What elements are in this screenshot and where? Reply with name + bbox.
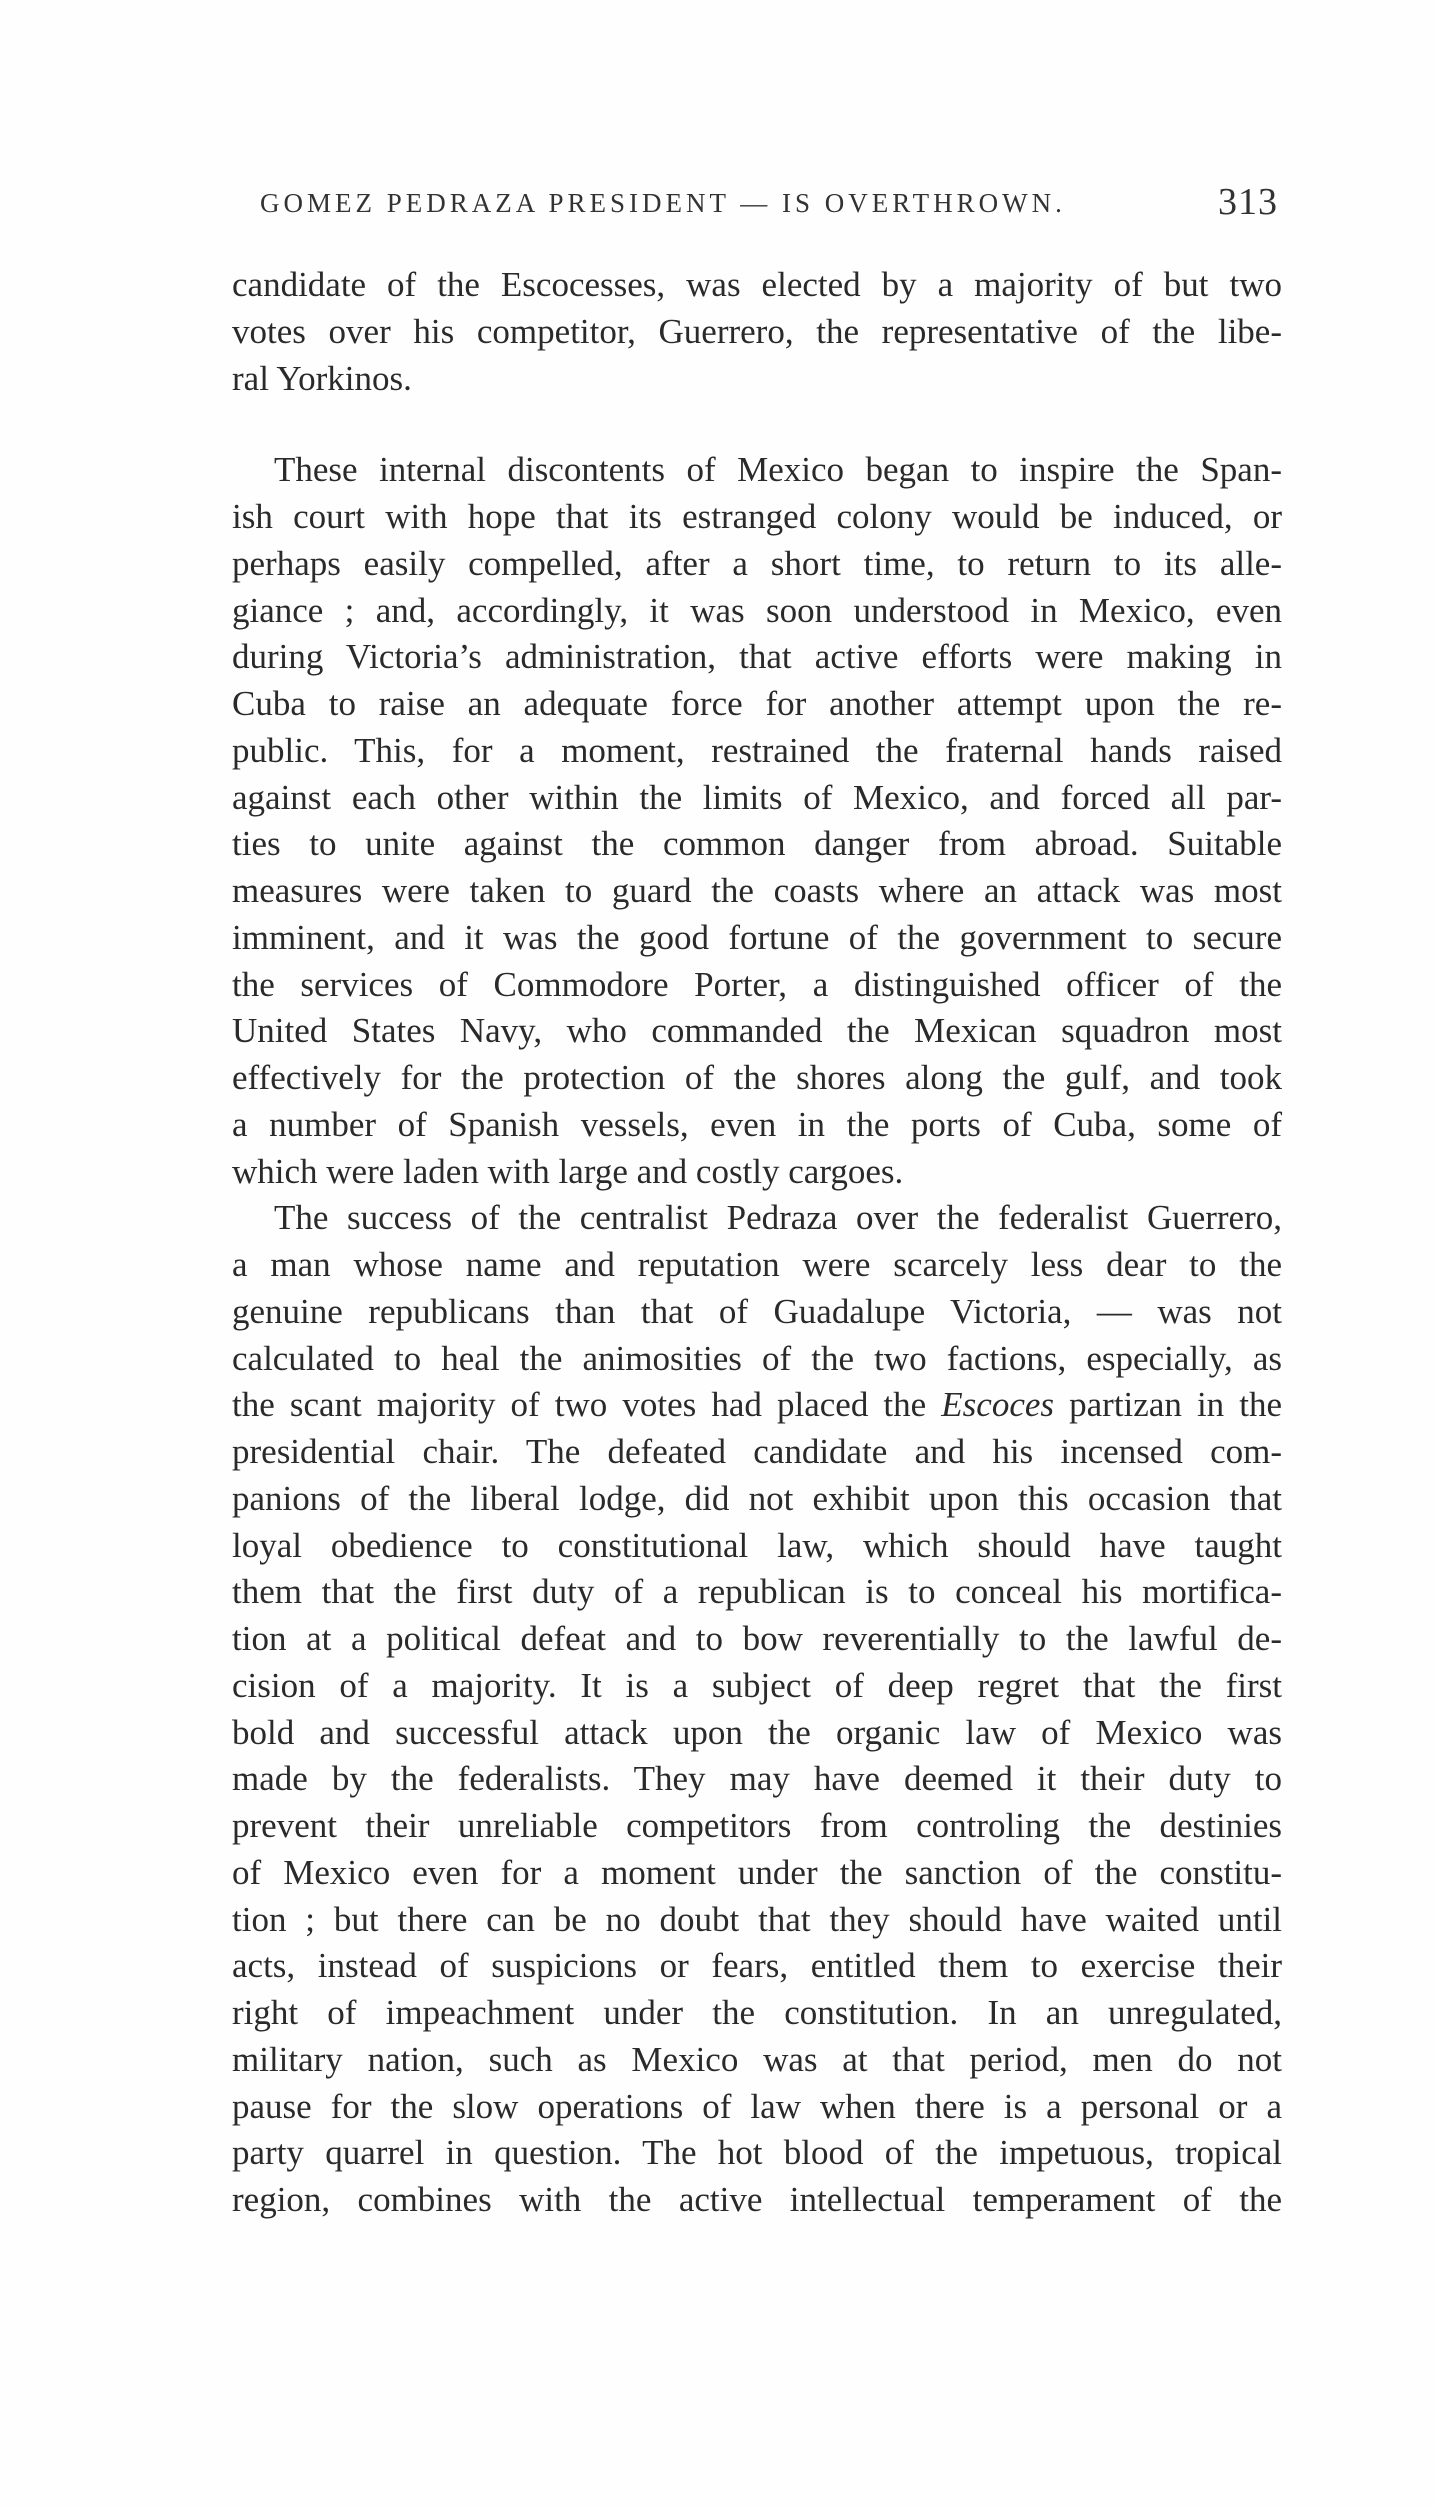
text-line: prevent their unreliable competitors from controling the destinies bbox=[232, 1806, 1282, 1845]
running-title: GOMEZ PEDRAZA PRESIDENT — IS OVERTHROWN. bbox=[260, 188, 1066, 218]
running-head bbox=[230, 178, 1280, 228]
text-line: ish court with hope that its estranged colony would be induced, or bbox=[232, 497, 1282, 536]
paragraph-1 bbox=[232, 262, 1282, 402]
text-line: imminent, and it was the good fortune of the government to secure bbox=[232, 917, 1282, 957]
text-fragment: the scant majority of two votes had placed the bbox=[232, 1385, 927, 1425]
text-line: These internal discontents of Mexico began to inspire the Span- bbox=[274, 450, 1282, 490]
text-line: a number of Spanish vessels, even in the ports of Cuba, some of bbox=[232, 1104, 1282, 1144]
text-line: right of impeachment under the constitution. In an unregulated, bbox=[232, 1993, 1282, 2032]
text-line: votes over his competitor, Guerrero, the representative of the libe- bbox=[232, 311, 1282, 351]
text-line: ties to unite against the common danger from abroad. Suitable bbox=[232, 824, 1282, 864]
text-line: made by the federalists. They may have deemed it their duty to bbox=[232, 1759, 1282, 1799]
text-line: against each other within the limits of Mexico, and forced all par- bbox=[232, 777, 1282, 817]
text-line: candidate of the Escocesses, was elected by a majority of but two bbox=[232, 265, 1282, 304]
italic-term: Escoces bbox=[941, 1385, 1055, 1425]
text-line: bold and successful attack upon the organic law of Mexico was bbox=[232, 1712, 1282, 1752]
text-line: tion ; but there can be no doubt that they should have waited until bbox=[232, 1899, 1282, 1939]
text-line: cision of a majority. It is a subject of deep regret that the first bbox=[232, 1665, 1282, 1705]
text-line: genuine republicans than that of Guadalupe Victoria, — was not bbox=[232, 1291, 1282, 1331]
text-line: party quarrel in question. The hot blood of the impetuous, tropical bbox=[232, 2133, 1282, 2173]
text-line: effectively for the protection of the shores along the gulf, and took bbox=[232, 1058, 1282, 1097]
text-line: United States Navy, who commanded the Mexican squadron most bbox=[232, 1011, 1282, 1051]
text-line: which were laden with large and costly cargoes. bbox=[232, 1151, 904, 1191]
text-line: acts, instead of suspicions or fears, entitled them to exercise their bbox=[232, 1946, 1282, 1986]
paragraph-3 bbox=[232, 1195, 1282, 2224]
text-line: region, combines with the active intellectual temperament of the bbox=[232, 2180, 1282, 2219]
text-line: loyal obedience to constitutional law, which should have taught bbox=[232, 1525, 1282, 1565]
text-line: during Victoria’s administration, that active efforts were making in bbox=[232, 637, 1282, 677]
text-line: tion at a political defeat and to bow reverentially to the lawful de- bbox=[232, 1619, 1282, 1658]
paragraph-2 bbox=[232, 447, 1282, 1195]
text-line: presidential chair. The defeated candidate and his incensed com- bbox=[232, 1432, 1282, 1471]
paragraph-gap bbox=[232, 402, 1282, 447]
text-line: perhaps easily compelled, after a short time, to return to its alle- bbox=[232, 543, 1282, 583]
text-line: giance ; and, accordingly, it was soon understood in Mexico, even bbox=[232, 590, 1282, 630]
text-line: public. This, for a moment, restrained the fraternal hands raised bbox=[232, 730, 1282, 770]
text-line: a man whose name and reputation were scarcely less dear to the bbox=[232, 1245, 1282, 1284]
text-line: pause for the slow operations of law when there is a personal or a bbox=[232, 2086, 1282, 2126]
text-line: measures were taken to guard the coasts where an attack was most bbox=[232, 871, 1282, 910]
text-line: of Mexico even for a moment under the sanction of the constitu- bbox=[232, 1852, 1282, 1892]
text-line: Cuba to raise an adequate force for another attempt upon the re- bbox=[232, 684, 1282, 723]
text-line: calculated to heal the animosities of the two factions, especially, as bbox=[232, 1338, 1282, 1378]
text-fragment: partizan in the bbox=[1069, 1385, 1283, 1425]
text-line-with-italic bbox=[232, 1382, 1282, 1429]
text-line: panions of the liberal lodge, did not exhibit upon this occasion that bbox=[232, 1478, 1282, 1518]
text-line: The success of the centralist Pedraza over the federalist Guerrero, bbox=[274, 1198, 1282, 1238]
body-text bbox=[232, 262, 1282, 2224]
text-line: ral Yorkinos. bbox=[232, 358, 412, 398]
page-number: 313 bbox=[1218, 181, 1278, 223]
text-line: the services of Commodore Porter, a distinguished officer of the bbox=[232, 964, 1282, 1004]
text-line: them that the first duty of a republican is to conceal his mortifica- bbox=[232, 1572, 1282, 1612]
text-line: military nation, such as Mexico was at that period, men do not bbox=[232, 2039, 1282, 2079]
